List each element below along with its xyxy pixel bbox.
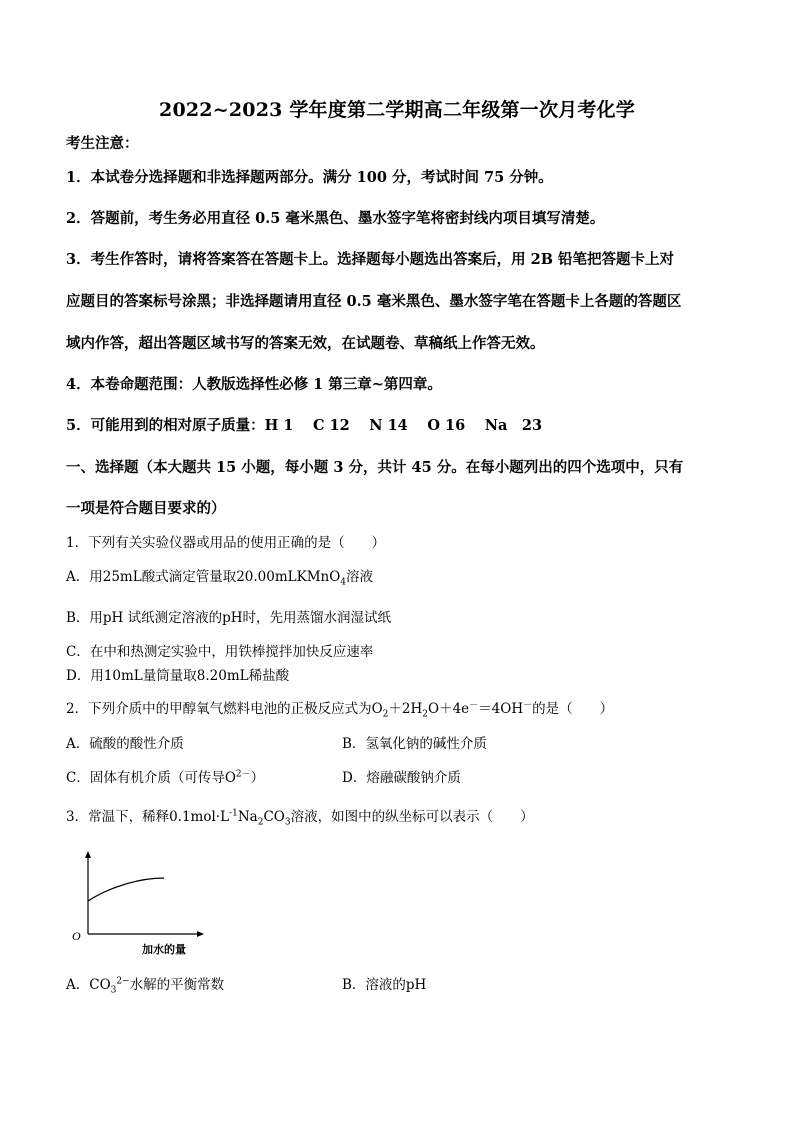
eq-part: O — [371, 701, 383, 717]
stem-text: 溶液，如图中的纵坐标可以表示（ ） — [290, 809, 534, 825]
graph-svg — [68, 850, 208, 960]
subscript: 2 — [257, 817, 264, 828]
stem-text: CO — [263, 809, 285, 825]
question-3-option-a — [66, 973, 224, 996]
notice-item: 2．答题前，考生务必用直径 0.5 毫米黑色、墨水签字笔将密封线内项目填写清楚。 — [66, 210, 605, 227]
subscript: 3 — [284, 817, 291, 828]
eq-part: ＋2H — [388, 701, 423, 717]
notice-item: 5．可能用到的相对原子质量：H 1 C 12 N 14 O 16 Na 23 — [66, 417, 543, 434]
eq-part: ＝4OH — [478, 701, 524, 717]
question-1-stem: 1．下列有关实验仪器或用品的使用正确的是（ ） — [66, 535, 386, 551]
page-title: 2022~2023 学年度第二学期高二年级第一次月考化学 — [159, 99, 635, 121]
notice-heading: 考生注意： — [66, 135, 139, 152]
question-2-stem — [66, 697, 613, 720]
question-3-option-b: B．溶液的pH — [342, 977, 427, 993]
option-text: C．固体有机介质（可传导O — [66, 770, 236, 786]
notice-item: 4．本卷命题范围：人教版选择性必修 1 第三章~第四章。 — [66, 376, 442, 393]
option-text: 水解的平衡常数 — [129, 977, 225, 993]
graph-x-label: 加水的量 — [142, 943, 186, 956]
stem-text: Na — [237, 809, 258, 825]
notice-item: 应题目的答案标号涂黑；非选择题请用直径 0.5 毫米黑色、墨水签字笔在答题卡上各题的答题区 — [66, 293, 682, 310]
subscript: 2 — [382, 709, 389, 720]
superscript: － — [469, 700, 479, 711]
question-1-option-c: C．在中和热测定实验中，用铁棒搅拌加快反应速率 — [66, 644, 374, 660]
subscript: 2 — [422, 709, 429, 720]
superscript: -1 — [229, 808, 238, 819]
stem-text: 2．下列介质中的甲醇氧气燃料电池的正极反应式为 — [66, 701, 372, 717]
question-1-option-d: D．用10mL量筒量取8.20mL稀盐酸 — [66, 668, 290, 684]
y-axis-arrow — [85, 851, 91, 858]
question-2-option-b: B．氢氧化钠的碱性介质 — [342, 736, 487, 752]
subscript: 3 — [110, 985, 117, 996]
superscript: 2－ — [235, 769, 251, 780]
equation — [371, 700, 533, 720]
option-text: 溶液 — [346, 569, 374, 585]
option-text: A．用25mL酸式滴定管量取20.00mLKMnO — [66, 569, 341, 585]
notice-item: 1．本试卷分选择题和非选择题两部分。满分 100 分，考试时间 75 分钟。 — [66, 169, 553, 186]
stem-text: 3．常温下，稀释0.1mol·L — [66, 809, 230, 825]
notice-item: 域内作答，超出答题区域书写的答案无效，在试题卷、草稿纸上作答无效。 — [66, 335, 545, 352]
curve — [88, 878, 164, 901]
option-text: A．CO — [66, 977, 111, 993]
notice-item: 3．考生作答时，请将答案答在答题卡上。选择题每小题选出答案后，用 2B 铅笔把答题卡上对 — [66, 251, 675, 268]
superscript: － — [523, 700, 533, 711]
section-heading-cont: 一项是符合题目要求的） — [66, 500, 226, 517]
option-text: ） — [250, 770, 265, 786]
question-2-option-c — [66, 766, 264, 786]
section-heading: 一、选择题（本大题共 15 小题，每小题 3 分，共计 45 分。在每小题列出的四个选项中，只有 — [66, 459, 684, 476]
superscript: 2− — [116, 976, 130, 987]
graph-origin-label: O — [72, 929, 81, 943]
question-2-option-a: A．硫酸的酸性介质 — [66, 736, 184, 752]
eq-part: O＋4e — [428, 701, 470, 717]
x-axis-arrow — [197, 931, 204, 937]
question-1-option-b: B．用pH 试纸测定溶液的pH时，先用蒸馏水润湿试纸 — [66, 610, 392, 626]
stem-text: 的是（ ） — [532, 701, 614, 717]
question-1-option-a — [66, 565, 373, 588]
subscript: 4 — [340, 577, 347, 588]
question-3-stem — [66, 805, 534, 828]
dilution-graph — [68, 850, 208, 960]
question-2-option-d: D．熔融碳酸钠介质 — [342, 770, 461, 786]
